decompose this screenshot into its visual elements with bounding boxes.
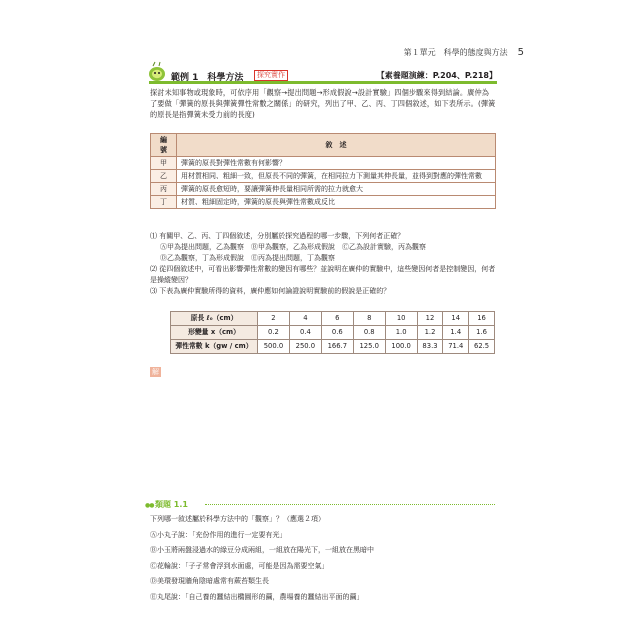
bullet-icon: ●● [145, 502, 154, 509]
unit-title: 第１單元 科學的態度與方法 [403, 48, 508, 57]
page-number: 5 [517, 47, 524, 58]
question-list [150, 231, 496, 297]
table-row: 原長 ℓ₀（cm） 2 4 6 8 10 12 14 16 [171, 312, 495, 326]
question-2: ⑵ 從四個敘述中，可看出影響彈性常數的變因有哪些？並說明在廣仲的實驗中，這些變因何者是控制變因，何者是操縱變因？ [150, 265, 496, 284]
practice-block [150, 512, 496, 605]
solution-label: 解 [152, 368, 159, 376]
table-row: 丁 材質、粗細固定時，彈簧的原長與彈性常數成反比 [151, 196, 496, 209]
table-row: 形變量 x（cm） 0.2 0.4 0.6 0.8 1.0 1.2 1.4 1.6 [171, 326, 495, 340]
practice-question: 下列哪一敘述屬於科學方法中的「觀察」？（應選２項） [150, 515, 325, 523]
table-row: 甲 彈簧的原長對彈性常數有何影響？ [151, 157, 496, 170]
kiwi-mascot-icon [147, 61, 167, 83]
practice-reference: 【素養題演練：P.204、P.218】 [376, 71, 497, 80]
list-item: Ⓓ美環發現牆角陰暗處常有蕨苔類生長 [150, 577, 269, 585]
list-item: Ⓒ花輪說：「子孑常會浮到水面處，可能是因為需要空氣」 [150, 561, 329, 570]
practice-heading [145, 499, 495, 509]
practice-title: 類題 1.1 [155, 500, 188, 509]
list-item: Ⓑ小玉將兩盤浸過水的綠豆分成兩組，一組放在陽光下，一組放在黑暗中 [150, 546, 374, 554]
list-item: Ⓐ小丸子說：「充份作用的進行一定要有光」 [150, 530, 287, 539]
table-header-statement: 敘 述 [177, 134, 496, 157]
table-row: 乙 用材質相同、粗細一致，但原長不同的彈簧，在相同拉力下測量其伸長量，並得到對應的彈性常數 [151, 170, 496, 183]
statement-table [150, 133, 496, 209]
question-1-options-line-1: Ⓐ甲為提出問題，乙為觀察 Ⓑ甲為觀察，乙為形成假說 Ⓒ乙為設計實驗，丙為觀察 [160, 243, 426, 251]
list-item: Ⓔ丸尾說：「自己養的蠶結出橢圓形的繭，農場養的蠶結出平面的繭」 [150, 592, 364, 601]
question-1-options-line-2: Ⓓ乙為觀察，丁為形成假說 Ⓔ丙為提出問題，丁為觀察 [160, 254, 335, 262]
example-label: 範例 1 科學方法 [171, 73, 244, 83]
table-row: 彈性常數 k（gw / cm） 500.0 250.0 166.7 125.0 100.0 83.3 71.4 62.5 [171, 340, 495, 354]
example-paragraph: 探討未知事物或現象時，可依序用「觀察→提出問題→形成假說→設計實驗」四個步驟來得到結論。廣仲為了要做「彈簧的原長與彈簧彈性常數之關係」的研究，列出了甲、乙、丙、丁四個敘述，如下表所示。(彈簧的原長是指彈簧未受力前的長度) [150, 88, 496, 119]
inquiry-tag: 探究實作 [254, 70, 288, 81]
question-1: ⑴ 有關甲、乙、丙、丁四個敘述，分別屬於探究過程的哪一步驟，下列何者正確？ [150, 232, 405, 240]
page-header [404, 47, 524, 58]
table-row: 丙 彈簧的原長愈短時，要讓彈簧伸長量相同所需的拉力就愈大 [151, 183, 496, 196]
question-3: ⑶ 下表為廣仲實驗所得的資料，廣仲應如何論證說明實驗前的假說是正確的？ [150, 287, 391, 295]
example-heading [149, 69, 497, 86]
table-header-number: 編 號 [151, 134, 177, 157]
experiment-data-table [170, 311, 495, 354]
practice-divider [205, 504, 495, 505]
